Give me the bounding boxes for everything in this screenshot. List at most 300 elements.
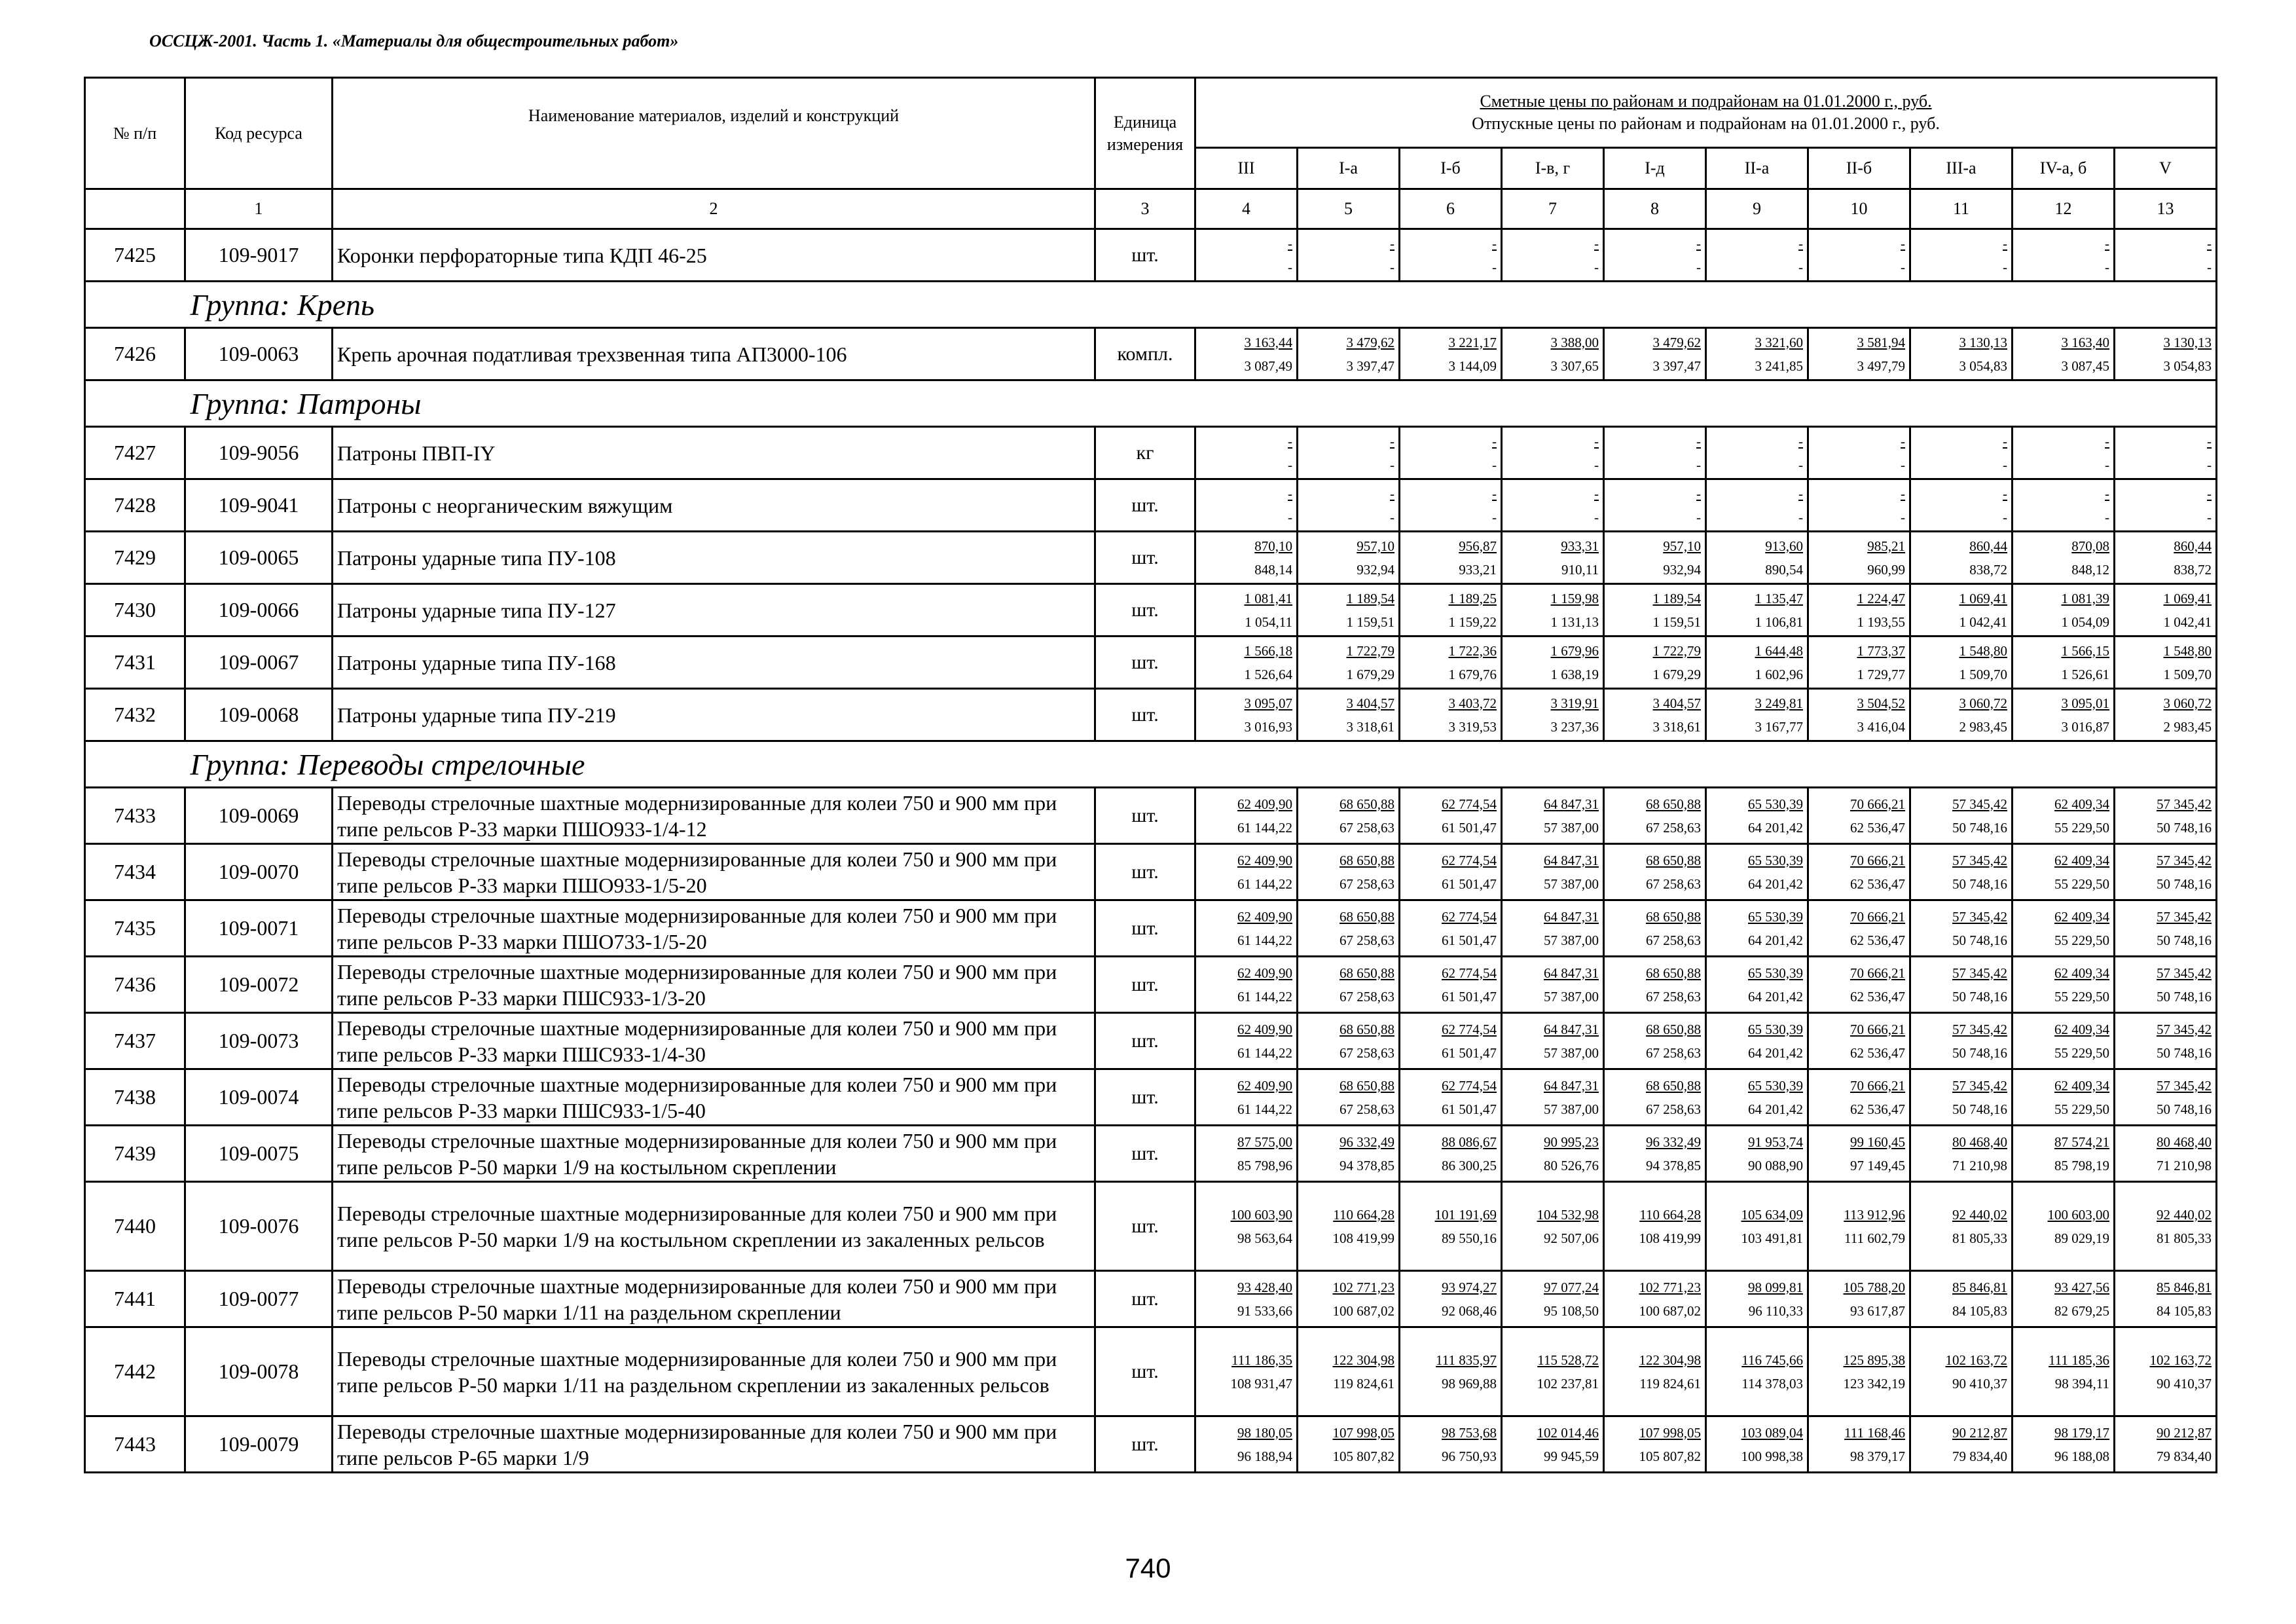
unit-of-measure: шт. <box>1095 532 1195 584</box>
release-price: 55 229,50 <box>2054 932 2109 948</box>
price-cell <box>1604 1182 1706 1271</box>
estimated-price: 3 221,17 <box>1448 334 1497 350</box>
release-price: 55 229,50 <box>2054 1101 2109 1117</box>
price-cell <box>1604 1327 1706 1416</box>
estimated-price: 111 186,35 <box>1231 1352 1292 1368</box>
price-cell <box>1502 1013 1604 1069</box>
estimated-price: 1 722,79 <box>1652 642 1701 659</box>
price-cell <box>1195 844 1298 900</box>
resource-code: 109-9056 <box>185 427 333 479</box>
resource-code: 109-0077 <box>185 1271 333 1327</box>
price-cell <box>1400 328 1502 380</box>
estimated-price: 93 427,56 <box>2054 1279 2109 1295</box>
estimated-price: 62 774,54 <box>1442 1077 1497 1094</box>
price-cell <box>1604 689 1706 741</box>
release-price: 64 201,42 <box>1748 988 1803 1005</box>
estimated-price: - <box>1492 433 1497 449</box>
estimated-price: - <box>1696 485 1701 502</box>
estimated-price: 68 650,88 <box>1646 965 1701 981</box>
release-price: 1 526,64 <box>1244 666 1292 682</box>
price-cell <box>1400 689 1502 741</box>
estimated-price: 62 774,54 <box>1442 965 1497 981</box>
material-name: Переводы стрелочные шахтные модернизированные для колеи 750 и 900 мм при типе рельсов Р-50 марки 1/9 на костыльном скреплении <box>333 1126 1095 1182</box>
price-title <box>1195 78 2217 148</box>
column-number: 5 <box>1298 189 1400 229</box>
price-cell <box>1604 1069 1706 1126</box>
estimated-price: 70 666,21 <box>1850 1021 1905 1037</box>
release-price: 96 188,94 <box>1237 1448 1292 1464</box>
price-title-line2: Отпускные цены по районам и подрайонам на 01.01.2000 г., руб. <box>1472 114 1940 133</box>
estimated-price: 68 650,88 <box>1339 908 1394 925</box>
estimated-price: 62 409,34 <box>2054 1077 2109 1094</box>
price-cell <box>1910 1069 2013 1126</box>
resource-code: 109-0076 <box>185 1182 333 1271</box>
price-cell <box>1910 900 2013 957</box>
release-price: 1 159,51 <box>1346 614 1394 630</box>
estimated-price: - <box>1492 485 1497 502</box>
estimated-price: 68 650,88 <box>1646 1021 1701 1037</box>
price-cell <box>1400 1069 1502 1126</box>
release-price: - <box>1901 509 1905 525</box>
estimated-price: - <box>1901 433 1905 449</box>
estimated-price: - <box>1901 235 1905 251</box>
table-row <box>85 637 2217 689</box>
price-cell <box>1195 1126 1298 1182</box>
estimated-price: 105 634,09 <box>1741 1206 1803 1223</box>
release-price: 67 258,63 <box>1339 932 1394 948</box>
release-price: 848,14 <box>1254 561 1292 578</box>
table-row <box>85 844 2217 900</box>
release-price: 1 679,76 <box>1448 666 1497 682</box>
price-cell <box>1502 788 1604 844</box>
price-cell <box>1706 1416 1808 1473</box>
estimated-price: 70 666,21 <box>1850 796 1905 812</box>
material-name: Переводы стрелочные шахтные модернизированные для колеи 750 и 900 мм при типе рельсов Р-50 марки 1/9 на костыльном скреплении из закаленных рельсов <box>333 1182 1095 1271</box>
col-unit-line2: измерения <box>1106 134 1184 154</box>
unit-of-measure: шт. <box>1095 788 1195 844</box>
estimated-price: 62 409,34 <box>2054 852 2109 868</box>
price-cell <box>1298 229 1400 282</box>
resource-code: 109-9041 <box>185 479 333 532</box>
price-cell <box>1298 584 1400 637</box>
release-price: 838,72 <box>2174 561 2212 578</box>
price-cell <box>1910 1182 2013 1271</box>
estimated-price: - <box>1594 485 1599 502</box>
price-cell <box>1400 427 1502 479</box>
resource-code: 109-0075 <box>185 1126 333 1182</box>
price-cell <box>1808 788 1910 844</box>
release-price: - <box>1798 456 1803 473</box>
estimated-price: - <box>2003 235 2007 251</box>
price-cell <box>1298 427 1400 479</box>
estimated-price: 125 895,38 <box>1843 1352 1905 1368</box>
release-price: - <box>2105 456 2109 473</box>
price-cell <box>1808 957 1910 1013</box>
estimated-price: 957,10 <box>1357 538 1394 554</box>
release-price: 119 824,61 <box>1639 1375 1701 1392</box>
resource-code: 109-0073 <box>185 1013 333 1069</box>
row-number: 7427 <box>85 427 185 479</box>
price-cell <box>1298 844 1400 900</box>
estimated-price: 3 504,52 <box>1857 695 1905 711</box>
header-row <box>85 78 2217 148</box>
estimated-price: 65 530,39 <box>1748 796 1803 812</box>
price-cell <box>1808 1182 1910 1271</box>
price-cell <box>1808 328 1910 380</box>
estimated-price: - <box>2003 485 2007 502</box>
price-cell <box>1706 637 1808 689</box>
material-name: Крепь арочная податливая трехзвенная типа АП3000-106 <box>333 328 1095 380</box>
estimated-price: 3 095,01 <box>2061 695 2109 711</box>
estimated-price: 90 995,23 <box>1544 1134 1599 1150</box>
price-cell <box>1400 844 1502 900</box>
price-cell <box>2013 1126 2115 1182</box>
estimated-price: 122 304,98 <box>1332 1352 1394 1368</box>
price-cell <box>1706 1182 1808 1271</box>
price-cell <box>1502 532 1604 584</box>
release-price: 98 563,64 <box>1237 1230 1292 1246</box>
release-price: 108 419,99 <box>1639 1230 1701 1246</box>
release-price: 50 748,16 <box>1952 932 2007 948</box>
material-name: Переводы стрелочные шахтные модернизированные для колеи 750 и 900 мм при типе рельсов Р-33 марки ПШО933-1/4-12 <box>333 788 1095 844</box>
price-cell <box>1502 957 1604 1013</box>
estimated-price: 80 468,40 <box>1952 1134 2007 1150</box>
price-cell <box>2013 957 2115 1013</box>
price-cell <box>1604 1416 1706 1473</box>
estimated-price: 103 089,04 <box>1741 1424 1803 1441</box>
release-price: 1 042,41 <box>1959 614 2007 630</box>
estimated-price: 3 060,72 <box>2163 695 2212 711</box>
column-number: 12 <box>2013 189 2115 229</box>
price-cell <box>1604 427 1706 479</box>
estimated-price: 1 159,98 <box>1550 590 1599 606</box>
material-name: Патроны ударные типа ПУ-127 <box>333 584 1095 637</box>
region-header: I-б <box>1400 148 1502 189</box>
price-cell <box>1808 532 1910 584</box>
unit-of-measure: шт. <box>1095 1327 1195 1416</box>
price-cell <box>1502 689 1604 741</box>
price-table <box>84 77 2217 1473</box>
estimated-price: 57 345,42 <box>1952 908 2007 925</box>
row-number: 7433 <box>85 788 185 844</box>
resource-code: 109-9017 <box>185 229 333 282</box>
material-name: Коронки перфораторные типа КДП 46-25 <box>333 229 1095 282</box>
estimated-price: 57 345,42 <box>2157 796 2212 812</box>
estimated-price: 70 666,21 <box>1850 908 1905 925</box>
price-cell <box>1400 1126 1502 1182</box>
price-cell <box>2115 1126 2217 1182</box>
estimated-price: 87 574,21 <box>2054 1134 2109 1150</box>
estimated-price: 64 847,31 <box>1544 908 1599 925</box>
estimated-price: 111 185,36 <box>2049 1352 2109 1368</box>
price-cell <box>1910 1416 2013 1473</box>
price-cell <box>2115 900 2217 957</box>
unit-of-measure: шт. <box>1095 637 1195 689</box>
estimated-price: - <box>2105 235 2109 251</box>
release-price: 3 318,61 <box>1652 718 1701 735</box>
estimated-price: 116 745,66 <box>1741 1352 1803 1368</box>
release-price: 90 410,37 <box>1952 1375 2007 1392</box>
estimated-price: 62 774,54 <box>1442 1021 1497 1037</box>
release-price: 96 110,33 <box>1748 1302 1803 1319</box>
price-cell <box>2013 788 2115 844</box>
price-cell <box>1195 637 1298 689</box>
material-name: Переводы стрелочные шахтные модернизированные для колеи 750 и 900 мм при типе рельсов Р-50 марки 1/11 на раздельном скреплении из закаленных рельсов <box>333 1327 1095 1416</box>
estimated-price: - <box>1901 485 1905 502</box>
resource-code: 109-0074 <box>185 1069 333 1126</box>
col-unit-header <box>1095 78 1195 189</box>
price-cell <box>1298 788 1400 844</box>
release-price: 1 054,09 <box>2061 614 2109 630</box>
release-price: - <box>2003 456 2007 473</box>
estimated-price: 1 069,41 <box>2163 590 2212 606</box>
release-price: - <box>2207 509 2212 525</box>
column-number: 11 <box>1910 189 2013 229</box>
price-cell <box>1604 900 1706 957</box>
release-price: 92 068,46 <box>1442 1302 1497 1319</box>
release-price: - <box>1288 259 1292 275</box>
estimated-price: 102 771,23 <box>1639 1279 1701 1295</box>
price-cell <box>1706 1069 1808 1126</box>
release-price: 3 167,77 <box>1755 718 1803 735</box>
price-cell <box>2115 427 2217 479</box>
release-price: - <box>1798 509 1803 525</box>
price-cell <box>2115 788 2217 844</box>
price-cell <box>1910 689 2013 741</box>
price-cell <box>1502 1271 1604 1327</box>
release-price: 61 501,47 <box>1442 988 1497 1005</box>
release-price: 3 318,61 <box>1346 718 1394 735</box>
table-row <box>85 788 2217 844</box>
release-price: 61 501,47 <box>1442 819 1497 836</box>
estimated-price: 62 774,54 <box>1442 908 1497 925</box>
release-price: 90 088,90 <box>1748 1157 1803 1173</box>
region-header: I-а <box>1298 148 1400 189</box>
estimated-price: - <box>2207 235 2212 251</box>
estimated-price: 100 603,90 <box>1230 1206 1292 1223</box>
group-spacer <box>85 380 185 427</box>
estimated-price: 107 998,05 <box>1332 1424 1394 1441</box>
table-row <box>85 1416 2217 1473</box>
estimated-price: 92 440,02 <box>1952 1206 2007 1223</box>
price-cell <box>1298 479 1400 532</box>
release-price: 61 501,47 <box>1442 932 1497 948</box>
price-cell <box>1400 1182 1502 1271</box>
release-price: 80 526,76 <box>1544 1157 1599 1173</box>
estimated-price: - <box>2207 433 2212 449</box>
price-cell <box>1808 1416 1910 1473</box>
release-price: 61 501,47 <box>1442 1044 1497 1061</box>
price-cell <box>1706 689 1808 741</box>
resource-code: 109-0069 <box>185 788 333 844</box>
price-cell <box>1604 788 1706 844</box>
estimated-price: 1 722,79 <box>1346 642 1394 659</box>
page-header: ОССЦЖ-2001. Часть 1. «Материалы для общестроительных работ» <box>149 31 679 50</box>
price-cell <box>1910 1271 2013 1327</box>
column-number: 9 <box>1706 189 1808 229</box>
release-price: 64 201,42 <box>1748 819 1803 836</box>
estimated-price: - <box>1798 235 1803 251</box>
price-cell <box>1706 479 1808 532</box>
unit-of-measure: шт. <box>1095 1069 1195 1126</box>
estimated-price: 80 468,40 <box>2157 1134 2212 1150</box>
price-cell <box>1910 1327 2013 1416</box>
release-price: 50 748,16 <box>1952 876 2007 892</box>
table-row <box>85 229 2217 282</box>
release-price: 1 054,11 <box>1245 614 1292 630</box>
price-cell <box>2115 328 2217 380</box>
estimated-price: 110 664,28 <box>1333 1206 1394 1223</box>
release-price: 3 319,53 <box>1448 718 1497 735</box>
release-price: 61 501,47 <box>1442 876 1497 892</box>
column-number: 10 <box>1808 189 1910 229</box>
price-cell <box>2115 1416 2217 1473</box>
estimated-price: 68 650,88 <box>1646 1077 1701 1094</box>
price-cell <box>2115 689 2217 741</box>
price-cell <box>1195 584 1298 637</box>
price-cell <box>1298 637 1400 689</box>
release-price: 67 258,63 <box>1339 988 1394 1005</box>
release-price: 1 729,77 <box>1857 666 1905 682</box>
release-price: 81 805,33 <box>1952 1230 2007 1246</box>
release-price: 85 798,19 <box>2054 1157 2109 1173</box>
price-cell <box>1400 584 1502 637</box>
release-price: 114 378,03 <box>1741 1375 1803 1392</box>
release-price: 95 108,50 <box>1544 1302 1599 1319</box>
price-cell <box>2115 844 2217 900</box>
release-price: 960,99 <box>1867 561 1905 578</box>
estimated-price: 104 532,98 <box>1537 1206 1599 1223</box>
price-cell <box>1808 1327 1910 1416</box>
price-cell <box>1604 1126 1706 1182</box>
price-cell <box>1195 1182 1298 1271</box>
price-cell <box>1808 479 1910 532</box>
row-number: 7429 <box>85 532 185 584</box>
material-name: Переводы стрелочные шахтные модернизированные для колеи 750 и 900 мм при типе рельсов Р-33 марки ПШС933-1/3-20 <box>333 957 1095 1013</box>
estimated-price: - <box>1288 433 1292 449</box>
group-title: Группа: Патроны <box>185 380 2217 427</box>
release-price: 50 748,16 <box>1952 819 2007 836</box>
group-row <box>85 282 2217 328</box>
release-price: - <box>1390 456 1394 473</box>
release-price: 67 258,63 <box>1339 819 1394 836</box>
estimated-price: 85 846,81 <box>1952 1279 2007 1295</box>
price-cell <box>1910 427 2013 479</box>
release-price: 932,94 <box>1663 561 1701 578</box>
estimated-price: 3 404,57 <box>1652 695 1701 711</box>
group-title: Группа: Переводы стрелочные <box>185 741 2217 788</box>
price-cell <box>1910 957 2013 1013</box>
table-body <box>85 229 2217 1473</box>
material-name: Патроны ударные типа ПУ-108 <box>333 532 1095 584</box>
price-cell <box>1502 1182 1604 1271</box>
estimated-price: 64 847,31 <box>1544 965 1599 981</box>
price-cell <box>1502 844 1604 900</box>
price-cell <box>1808 584 1910 637</box>
estimated-price: 1 773,37 <box>1857 642 1905 659</box>
estimated-price: 57 345,42 <box>2157 1077 2212 1094</box>
unit-of-measure: шт. <box>1095 1126 1195 1182</box>
row-number: 7426 <box>85 328 185 380</box>
estimated-price: 3 321,60 <box>1755 334 1803 350</box>
price-cell <box>1400 1013 1502 1069</box>
price-cell <box>1502 328 1604 380</box>
release-price: 61 144,22 <box>1237 1044 1292 1061</box>
column-number: 7 <box>1502 189 1604 229</box>
price-cell <box>1195 328 1298 380</box>
release-price: 62 536,47 <box>1850 876 1905 892</box>
price-cell <box>1298 1126 1400 1182</box>
price-cell <box>1604 957 1706 1013</box>
column-number: 6 <box>1400 189 1502 229</box>
price-cell <box>2013 689 2115 741</box>
estimated-price: 933,31 <box>1561 538 1599 554</box>
estimated-price: 1 679,96 <box>1550 642 1599 659</box>
estimated-price: 62 409,90 <box>1237 796 1292 812</box>
estimated-price: 68 650,88 <box>1646 796 1701 812</box>
estimated-price: 122 304,98 <box>1639 1352 1701 1368</box>
release-price: 84 105,83 <box>1952 1302 2007 1319</box>
unit-of-measure: компл. <box>1095 328 1195 380</box>
estimated-price: 62 409,90 <box>1237 908 1292 925</box>
price-cell <box>1195 229 1298 282</box>
release-price: 62 536,47 <box>1850 1044 1905 1061</box>
region-header: III <box>1195 148 1298 189</box>
price-cell <box>2013 844 2115 900</box>
price-cell <box>1706 427 1808 479</box>
price-cell <box>1910 479 2013 532</box>
release-price: - <box>1798 259 1803 275</box>
release-price: 910,11 <box>1561 561 1599 578</box>
price-cell <box>1195 1271 1298 1327</box>
estimated-price: - <box>1288 235 1292 251</box>
row-number: 7430 <box>85 584 185 637</box>
release-price: - <box>2003 509 2007 525</box>
price-cell <box>1808 1013 1910 1069</box>
release-price: 3 397,47 <box>1346 358 1394 374</box>
price-cell <box>1298 1416 1400 1473</box>
estimated-price: 68 650,88 <box>1339 796 1394 812</box>
price-cell <box>1400 788 1502 844</box>
table-row <box>85 1327 2217 1416</box>
estimated-price: 98 180,05 <box>1237 1424 1292 1441</box>
release-price: 55 229,50 <box>2054 876 2109 892</box>
release-price: 1 526,61 <box>2061 666 2109 682</box>
row-number: 7440 <box>85 1182 185 1271</box>
unit-of-measure: шт. <box>1095 479 1195 532</box>
release-price: 1 159,51 <box>1652 614 1701 630</box>
release-price: 67 258,63 <box>1646 988 1701 1005</box>
material-name: Патроны ПВП-IY <box>333 427 1095 479</box>
unit-of-measure: шт. <box>1095 1416 1195 1473</box>
release-price: 61 144,22 <box>1237 819 1292 836</box>
estimated-price: 1 644,48 <box>1755 642 1803 659</box>
price-cell <box>1400 229 1502 282</box>
release-price: 1 679,29 <box>1652 666 1701 682</box>
estimated-price: 99 160,45 <box>1850 1134 1905 1150</box>
estimated-price: 957,10 <box>1663 538 1701 554</box>
estimated-price: 68 650,88 <box>1339 1077 1394 1094</box>
price-cell <box>1502 1069 1604 1126</box>
price-cell <box>1502 637 1604 689</box>
release-price: 79 834,40 <box>2157 1448 2212 1464</box>
region-header: III-а <box>1910 148 2013 189</box>
estimated-price: - <box>1492 235 1497 251</box>
release-price: 92 507,06 <box>1544 1230 1599 1246</box>
price-cell <box>1604 229 1706 282</box>
estimated-price: 93 428,40 <box>1237 1279 1292 1295</box>
release-price: - <box>1492 456 1497 473</box>
